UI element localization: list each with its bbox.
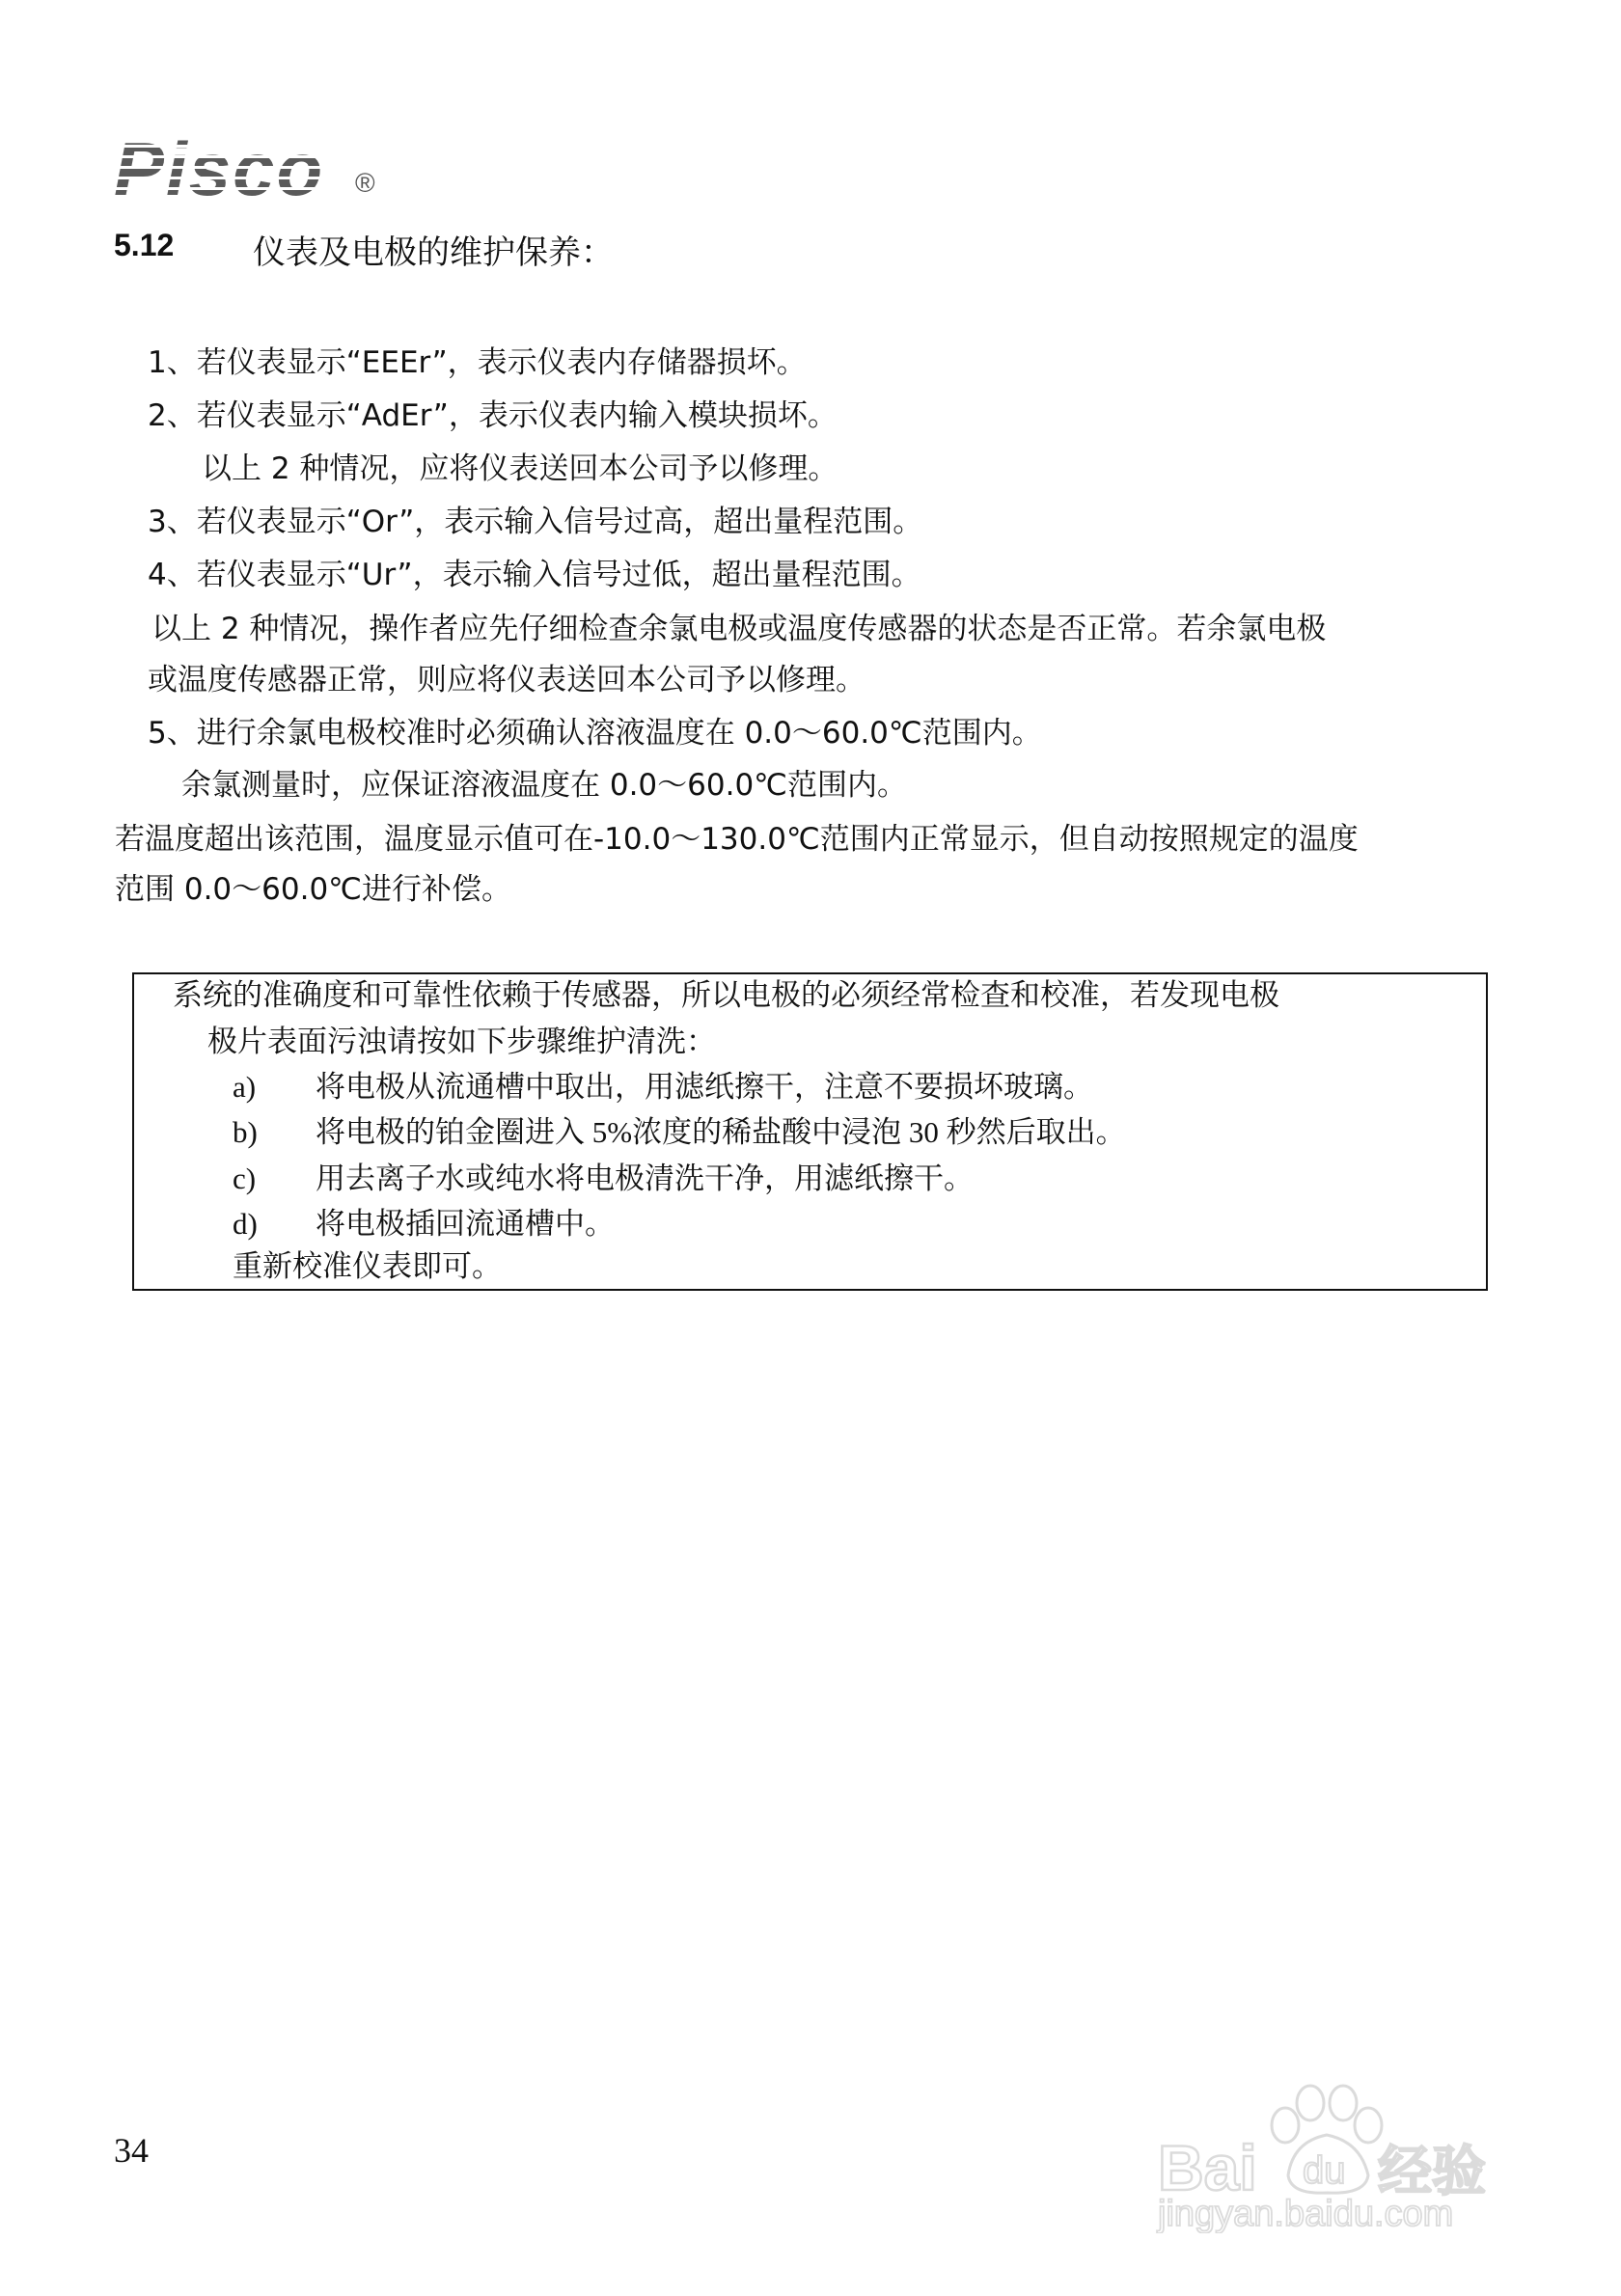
step-text: 将电极的铂金圈进入 5%浓度的稀盐酸中浸泡 30 秒然后取出。 <box>316 1115 1126 1149</box>
registered-mark: ® <box>355 168 375 198</box>
svg-text:du: du <box>1303 2149 1346 2192</box>
step-label: b) <box>233 1115 258 1149</box>
svg-text:Bai: Bai <box>1158 2132 1257 2203</box>
page-number: 34 <box>114 2131 149 2170</box>
logo-text: Pisco <box>114 126 325 211</box>
svg-text:jingyan.baidu.com: jingyan.baidu.com <box>1158 2194 1454 2233</box>
step-label: d) <box>233 1207 258 1241</box>
note-intro: 极片表面污浊请按如下步骤维护清洗： <box>207 1025 716 1058</box>
body-line: 4、若仪表显示“Ur”，表示输入信号过低，超出量程范围。 <box>148 558 921 592</box>
body-line: 或温度传感器正常，则应将仪表送回本公司予以修理。 <box>148 663 865 697</box>
body-line: 1、若仪表显示“EEEr”，表示仪表内存储器损坏。 <box>148 345 807 380</box>
body-line: 3、若仪表显示“Or”，表示输入信号过高，超出量程范围。 <box>148 505 923 539</box>
step-text: 用去离子水或纯水将电极清洗干净，用滤纸擦干。 <box>316 1162 974 1195</box>
section-title: 仪表及电极的维护保养： <box>253 233 614 272</box>
body-line: 2、若仪表显示“AdEr”，表示仪表内输入模块损坏。 <box>148 398 838 433</box>
step-text: 将电极从流通槽中取出，用滤纸擦干，注意不要损坏玻璃。 <box>316 1070 1093 1104</box>
body-line: 以上 2 种情况，操作者应先仔细检查余氯电极或温度传感器的状态是否正常。若余氯电极 <box>151 612 1327 646</box>
note-intro: 系统的准确度和可靠性依赖于传感器，所以电极的必须经常检查和校准，若发现电极 <box>173 978 1279 1012</box>
body-line: 以上 2 种情况，应将仪表送回本公司予以修理。 <box>202 451 838 486</box>
step-label: a) <box>233 1070 257 1104</box>
section-number: 5.12 <box>114 228 175 262</box>
svg-text:经验: 经验 <box>1378 2141 1486 2203</box>
step-text: 将电极插回流通槽中。 <box>316 1207 615 1241</box>
step-label: c) <box>233 1162 257 1195</box>
body-line: 5、进行余氯电极校准时必须确认溶液温度在 0.0～60.0℃范围内。 <box>148 716 1042 751</box>
body-line: 范围 0.0～60.0℃进行补偿。 <box>115 872 511 907</box>
body-line: 若温度超出该范围，温度显示值可在-10.0～130.0℃范围内正常显示，但自动按照规定的温度 <box>115 822 1359 857</box>
pisco-logo <box>114 126 375 211</box>
baidu-watermark <box>1148 2050 1534 2233</box>
body-line: 余氯测量时，应保证溶液温度在 0.0～60.0℃范围内。 <box>181 768 907 803</box>
note-closing: 重新校准仪表即可。 <box>233 1249 502 1283</box>
